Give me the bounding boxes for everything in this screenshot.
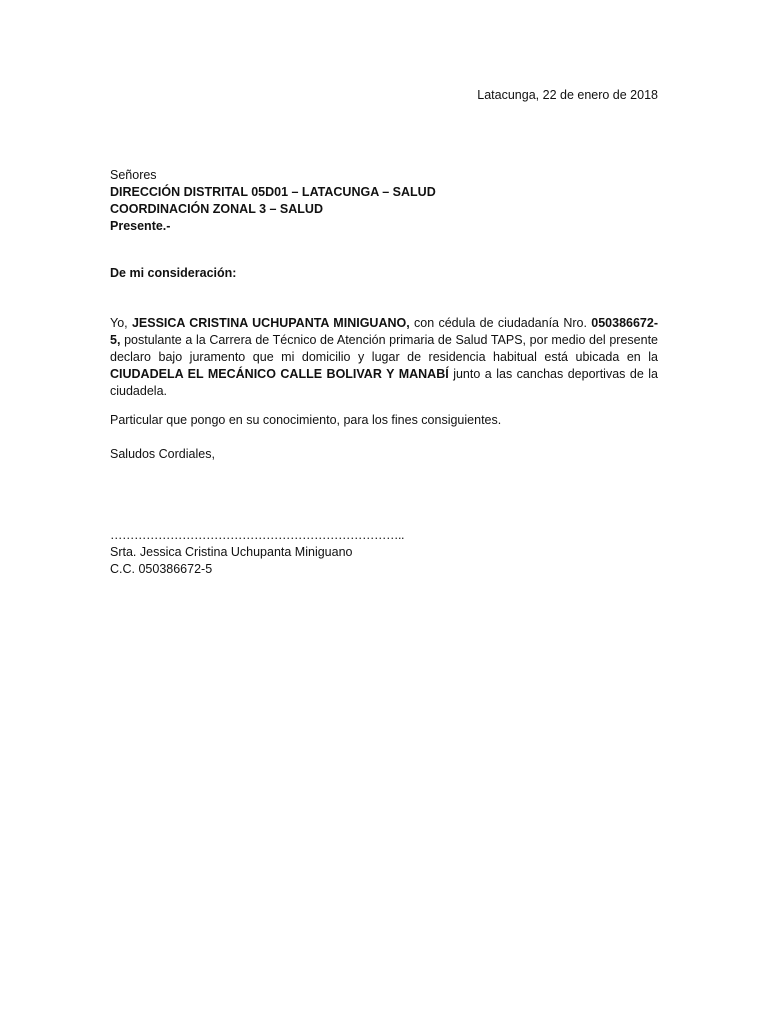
recipient-salutation-title: Señores: [110, 168, 157, 182]
body-intro: Yo,: [110, 316, 132, 330]
signature-block: [110, 527, 404, 578]
greeting: De mi consideración:: [110, 266, 237, 280]
recipient-line-2: COORDINACIÓN ZONAL 3 – SALUD: [110, 202, 323, 216]
signature-id: C.C. 050386672-5: [110, 562, 213, 576]
body-middle: postulante a la Carrera de Técnico de Atención primaria de Salud TAPS, por medio del presente declaro bajo juramento que mi domicilio y lugar de residencia habitual está ubicada en la: [110, 333, 658, 364]
recipient-line-1: DIRECCIÓN DISTRITAL 05D01 – LATACUNGA – SALUD: [110, 185, 436, 199]
closing-salutation: Saludos Cordiales,: [110, 447, 215, 461]
recipient-block: [110, 167, 436, 235]
body-id-number: 050386672-5,: [110, 316, 658, 347]
body-address: CIUDADELA EL MECÁNICO CALLE BOLIVAR Y MANABÍ: [110, 367, 449, 381]
signature-name: Srta. Jessica Cristina Uchupanta Miniguano: [110, 545, 353, 559]
body-name: JESSICA CRISTINA UCHUPANTA MINIGUANO,: [131, 316, 410, 330]
body-id-text: con cédula de ciudadanía Nro.: [409, 316, 592, 330]
recipient-line-3: Presente.-: [110, 219, 171, 233]
signature-line: ………………………………………………………………..: [110, 528, 404, 542]
body-end: junto a las canchas deportivas de la ciudadela.: [110, 367, 658, 398]
body-paragraph: [110, 315, 658, 400]
closing-paragraph: Particular que pongo en su conocimiento, para los fines consiguientes.: [110, 413, 502, 427]
date-line: Latacunga, 22 de enero de 2018: [477, 88, 658, 102]
